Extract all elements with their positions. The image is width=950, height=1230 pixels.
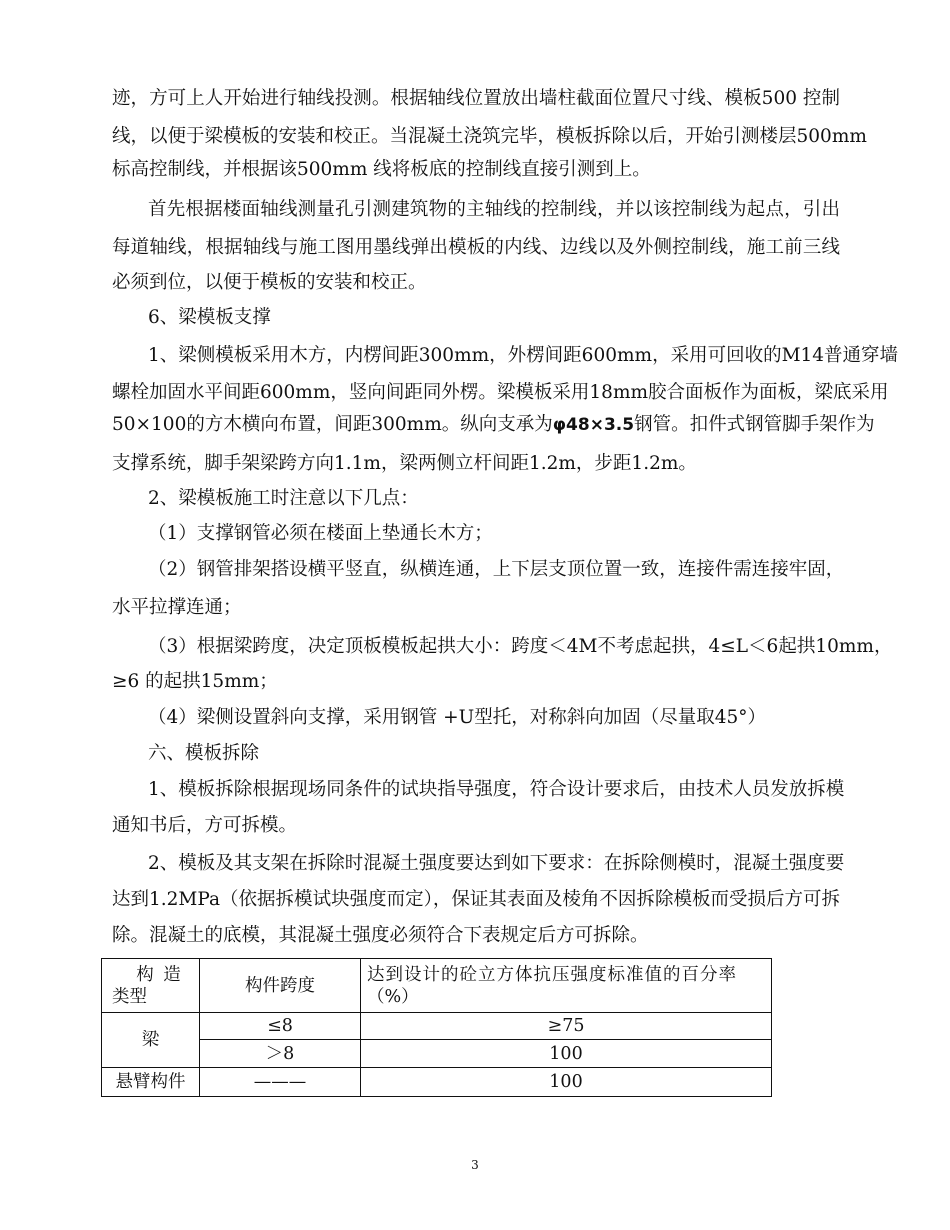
section-heading: 六、模板拆除 (148, 743, 260, 764)
cell-value: 100 (361, 1040, 772, 1068)
table-row (102, 1068, 772, 1097)
note-item: （2）钢管排架搭设横平竖直，纵横连通，上下层支顶位置一致，连接件需连接牢固， (148, 559, 845, 580)
header-percent (361, 959, 772, 1013)
header-text: 达到设计的砼立方体抗压强度标准值的百分率 (367, 964, 737, 985)
table-row (102, 1013, 772, 1040)
note-item: （4）梁侧设置斜向支撑，采用钢管 +U型托，对称斜向加固（尽量取45°） (148, 707, 767, 728)
header-structure-type (102, 959, 200, 1013)
paragraph-line: 除。混凝土的底模，其混凝土强度必须符合下表规定后方可拆除。 (112, 925, 649, 946)
paragraph-line: 通知书后，方可拆模。 (112, 815, 298, 836)
paragraph-line: 每道轴线，根据轴线与施工图用墨线弹出模板的内线、边线以及外侧控制线，施工前三线 (112, 237, 840, 258)
text-segment: 50×100的方木横向布置，间距300mm。纵向支承为 (112, 414, 553, 435)
paragraph-line: 达到1.2MPa（依据拆模试块强度而定），保证其表面及棱角不因拆除模板而受损后方可拆 (112, 889, 840, 910)
row-label: 悬臂构件 (102, 1068, 200, 1097)
paragraph-line: 线，以便于梁模板的安装和校正。当混凝土浇筑完毕，模板拆除以后，开始引测楼层500mm (112, 126, 867, 147)
header-span: 构件跨度 (200, 959, 361, 1013)
note-item: （1）支撑钢管必须在楼面上垫通长木方； (148, 523, 493, 544)
note-item: 水平拉撑连通； (112, 597, 242, 618)
pipe-spec: φ48×3.5 (552, 415, 635, 435)
note-item: ≥6 的起拱15mm； (112, 671, 278, 692)
section-heading: 6、梁模板支撑 (148, 307, 271, 328)
table-row (102, 1040, 772, 1068)
paragraph-line: 螺栓加固水平间距600mm，竖向间距同外楞。梁模板采用18mm胶合面板作为面板，梁底采用 (112, 382, 889, 403)
paragraph-line: 首先根据楼面轴线测量孔引测建筑物的主轴线的控制线，并以该控制线为起点，引出 (148, 199, 840, 220)
row-label: 梁 (102, 1013, 200, 1068)
page-number: 3 (471, 1158, 479, 1172)
header-text: 构 造 (136, 964, 183, 985)
cell-span: ≤8 (200, 1013, 361, 1040)
header-text: （%） (367, 986, 419, 1007)
text-segment: 钢管。扣件式钢管脚手架作为 (634, 414, 875, 435)
paragraph-line: 支撑系统，脚手架梁跨方向1.1m，梁两侧立杆间距1.2m，步距1.2m。 (112, 453, 697, 474)
paragraph-line: 标高控制线，并根据该500mm 线将板底的控制线直接引测到上。 (112, 159, 651, 180)
paragraph-line (112, 412, 875, 438)
note-item: （3）根据梁跨度，决定顶板模板起拱大小：跨度＜4M不考虑起拱，4≤L＜6起拱10mm， (148, 636, 893, 657)
paragraph-line: 2、模板及其支架在拆除时混凝土强度要达到如下要求：在拆除侧模时，混凝土强度要 (148, 853, 845, 874)
paragraph-line: 必须到位，以便于模板的安装和校正。 (112, 272, 427, 293)
cell-value: ≥75 (361, 1013, 772, 1040)
strength-table (101, 958, 772, 1097)
paragraph-line: 1、梁侧模板采用木方，内楞间距300mm，外楞间距600mm，采用可回收的M14普通穿墙 (148, 345, 899, 366)
table-header-row (102, 959, 772, 1013)
paragraph-line: 迹，方可上人开始进行轴线投测。根据轴线位置放出墙柱截面位置尺寸线、模板500 控制 (112, 88, 840, 109)
paragraph-line: 2、梁模板施工时注意以下几点： (148, 488, 419, 509)
cell-value: 100 (361, 1068, 772, 1097)
paragraph-line: 1、模板拆除根据现场同条件的试块指导强度，符合设计要求后，由技术人员发放拆模 (148, 779, 845, 800)
header-text: 类型 (112, 986, 147, 1007)
cell-span: ＞8 (200, 1040, 361, 1068)
cell-span: ——— (200, 1068, 361, 1097)
